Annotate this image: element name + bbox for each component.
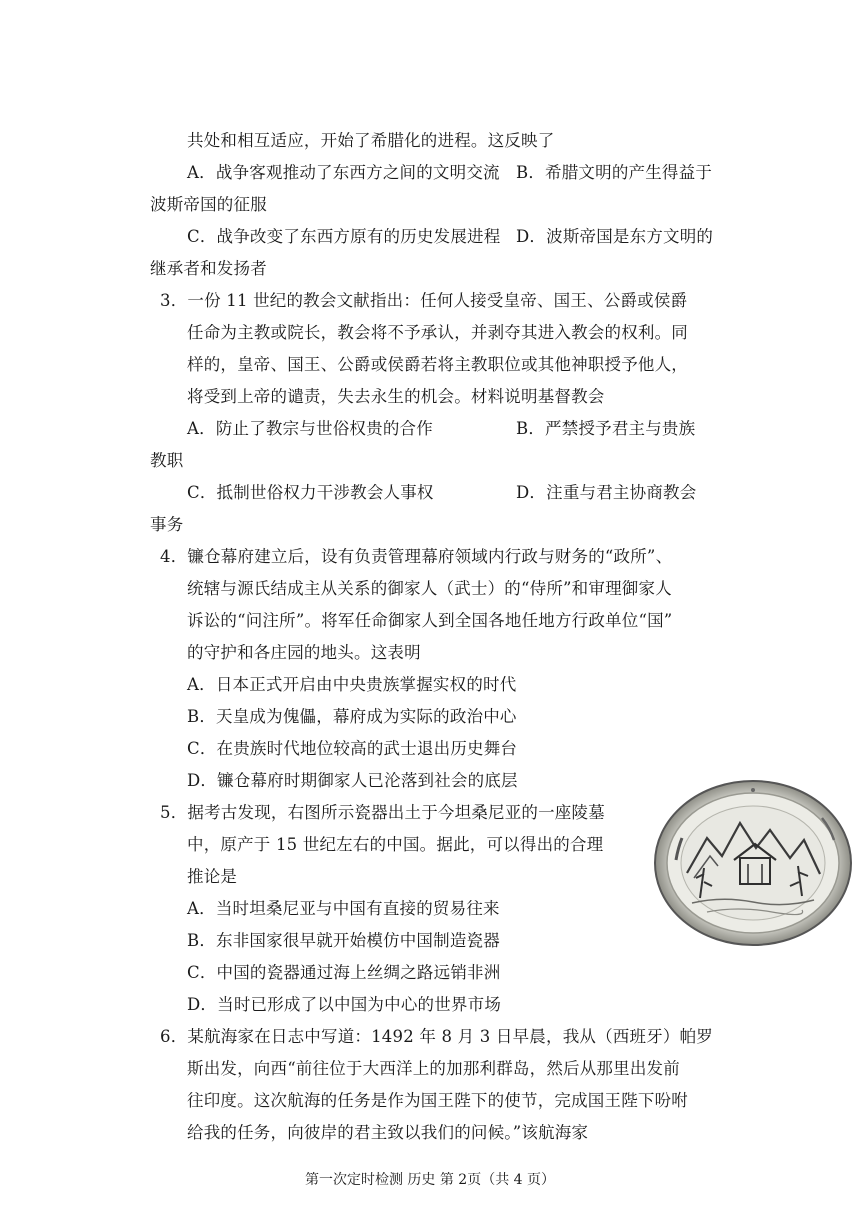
q5-stem-line: 5．据考古发现，右图所示瓷器出土于今坦桑尼亚的一座陵墓: [160, 803, 605, 822]
q4-option-b: B．天皇成为傀儡，幕府成为实际的政治中心: [187, 707, 517, 726]
q4-option-a: A．日本正式开启由中央贵族掌握实权的时代: [187, 675, 517, 694]
q3-option-b-wrap: 教职: [150, 451, 184, 470]
q2-option-d: D．波斯帝国是东方文明的: [516, 227, 714, 246]
q3-stem-line: 将受到上帝的谴责，失去永生的机会。材料说明基督教会: [187, 387, 605, 406]
q2-option-b: B．希腊文明的产生得益于: [516, 163, 713, 182]
q2-option-a: A．战争客观推动了东西方之间的文明交流: [187, 163, 500, 182]
q5-stem-line: 中，原产于 15 世纪左右的中国。据此，可以得出的合理: [187, 835, 604, 854]
q4-stem-line: 的守护和各庄园的地头。这表明: [187, 643, 421, 662]
q3-option-a: A．防止了教宗与世俗权贵的合作: [187, 419, 433, 438]
q3-option-d-wrap: 事务: [150, 515, 184, 534]
q2-stem-end: 共处和相互适应，开始了希腊化的进程。这反映了: [187, 131, 555, 150]
q5-option-b: B．东非国家很早就开始模仿中国制造瓷器: [187, 931, 500, 950]
q2-option-c: C．战争改变了东西方原有的历史发展进程: [187, 227, 501, 246]
q5-stem-line: 推论是: [187, 867, 238, 886]
q3-option-d: D．注重与君主协商教会: [516, 483, 697, 502]
q4-stem-line: 4．镰仓幕府建立后，设有负责管理幕府领域内行政与财务的“政所”、: [160, 547, 673, 566]
q6-stem-line: 斯出发，向西“前往位于大西洋上的加那利群岛，然后从那里出发前: [187, 1059, 680, 1078]
porcelain-plate-image: [652, 778, 854, 948]
page-footer: 第一次定时检测 历史 第 2页（共 4 页）: [304, 1172, 556, 1188]
q6-stem-line: 给我的任务，向彼岸的君主致以我们的问候。”该航海家: [187, 1123, 589, 1142]
q5-option-a: A．当时坦桑尼亚与中国有直接的贸易往来: [187, 899, 500, 918]
q3-stem-line: 3．一份 11 世纪的教会文献指出：任何人接受皇帝、国王、公爵或侯爵: [160, 291, 688, 310]
q3-stem-line: 样的，皇帝、国王、公爵或侯爵若将主教职位或其他神职授予他人，: [187, 355, 688, 374]
q4-option-d: D．镰仓幕府时期御家人已沦落到社会的底层: [187, 771, 518, 790]
q4-option-c: C．在贵族时代地位较高的武士退出历史舞台: [187, 739, 518, 758]
q2-option-b-wrap: 波斯帝国的征服: [150, 195, 267, 214]
q4-stem-line: 统辖与源氏结成主从关系的御家人（武士）的“侍所”和审理御家人: [187, 579, 672, 598]
q6-stem-line: 往印度。这次航海的任务是作为国王陛下的使节，完成国王陛下吩咐: [187, 1091, 688, 1110]
q3-option-b: B．严禁授予君主与贵族: [516, 419, 696, 438]
q3-stem-line: 任命为主教或院长，教会将不予承认，并剥夺其进入教会的权利。同: [187, 323, 688, 342]
q3-option-c: C．抵制世俗权力干涉教会人事权: [187, 483, 434, 502]
q5-option-c: C．中国的瓷器通过海上丝绸之路远销非洲: [187, 963, 501, 982]
q2-option-d-wrap: 继承者和发扬者: [150, 259, 267, 278]
q6-stem-line: 6．某航海家在日志中写道：1492 年 8 月 3 日早晨，我从（西班牙）帕罗: [160, 1027, 714, 1046]
q4-stem-line: 诉讼的“问注所”。将军任命御家人到全国各地任地方行政单位“国”: [187, 611, 673, 630]
q5-option-d: D．当时已形成了以中国为中心的世界市场: [187, 995, 502, 1014]
